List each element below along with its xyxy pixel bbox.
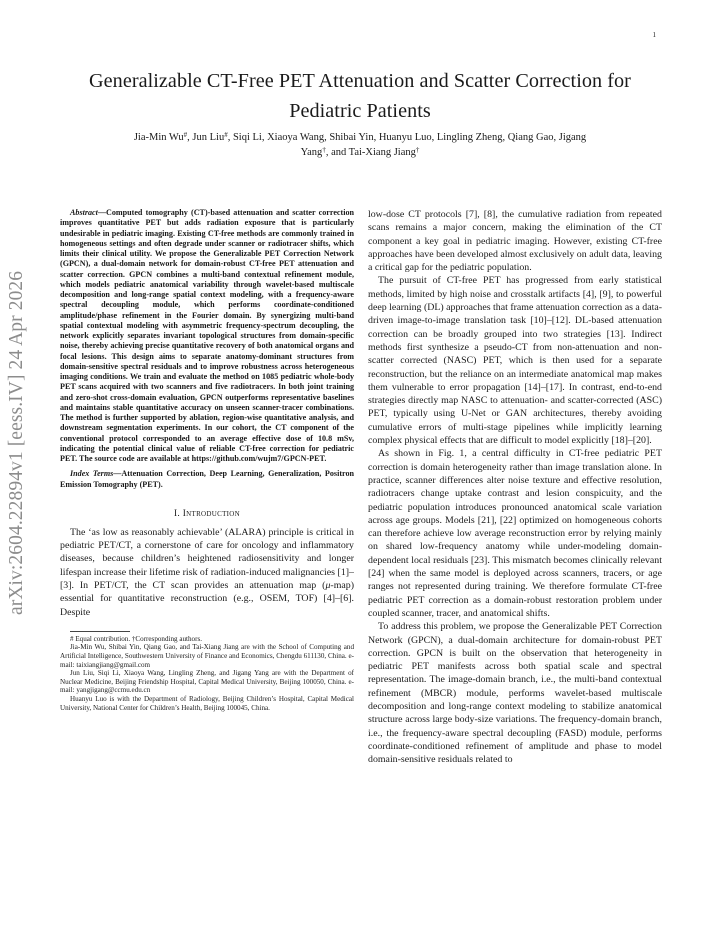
intro-text-a: The ‘as low as reasonably achievable’ (ALARA) principle is critical in pediatric PET/CT, a cornerstone of care for oncology and inflammatory diseases, because children’s heightened radiosensitivity and longer lifespan increase their lifetime risk of radiation-induced malignancies [1]–[3]. In PET/CT, the CT scan provides an attenuation map ( — [60, 526, 354, 591]
abstract-lead: Abstract — [70, 208, 98, 217]
intro-text-b: -map) essential for quantitative reconstruction (e.g., OSEM, TOF) [4]–[6]. Despite — [60, 579, 354, 618]
author-text-1: Jia-Min Wu — [133, 132, 184, 143]
equal-contribution-mark: # — [224, 131, 228, 139]
index-terms-text: —Attenuation Correction, Deep Learning, Generalization, Positron Emission Tomography (PET). — [60, 469, 355, 489]
corresponding-mark: † — [415, 146, 420, 154]
body-paragraph: As shown in Fig. 1, a central difficulty in CT-free pediatric PET correction is domain heterogeneity rather than image translation alone. In practice, scanner differences alter noise texture and effective resolution, radiotracers change uptake contrast and lesion conspicuity, and the pediatric population introduces pronounced anatomical scale variation across age groups. Models [21], [22] optimized on homogeneous cohorts can therefore achieve low average reconstruction error by relying mainly on shared low-frequency anatomy while under-modeling domain-dependent local residuals [23]. This mismatch becomes clinically relevant [24] when the same model is deployed across scanners, tracers, or age ranges not represented during training. We therefore formulate CT-free pediatric PET correction as a domain-robust restoration problem under coupled scanner, tracer, and anatomical shifts. — [368, 448, 662, 619]
footnote: # Equal contribution. †Corresponding authors. — [70, 634, 203, 643]
author-text-4: Yang — [300, 147, 323, 158]
left-column — [60, 208, 354, 712]
footnote: Jun Liu, Siqi Li, Xiaoya Wang, Lingling Zheng, and Jigang Yang are with the Department of Nuclear Medicine, Beijing Friendship Hospital, Capital Medical University, Beijing 100050, China. e-mail: yangjigang@ccmu.edu.cn — [60, 669, 354, 695]
right-column — [368, 208, 662, 766]
mu-symbol: μ — [325, 579, 331, 591]
author-list — [60, 130, 660, 160]
body-paragraph: low-dose CT protocols [7], [8], the cumulative radiation from repeated scans remains a major concern, making the elimination of the CT component a key goal in pediatric imaging. However, existing CT-free approaches have been developed almost exclusively on adult data, leaving a critical gap for the pediatric population. — [368, 209, 662, 274]
equal-contribution-mark: # — [183, 131, 188, 139]
section-heading-introduction — [60, 509, 354, 519]
body-paragraph: The pursuit of CT-free PET has progressed from early statistical methods, limited by high noise and crosstalk artifacts [4], [9], to powerful deep learning (DL) approaches that frame attenuation correction as a data-driven image-to-image translation task [10]–[12]. DL-based attenuation correction can be broadly grouped into two strategies [13]. Indirect methods first synthesize a pseudo-CT from non-attenuation and non-scatter corrected (NASC) PET, which is then used for a separate reconstruction, but the reliance on an intermediate anatomical map makes them vulnerable to error propagation [14]–[17]. In contrast, end-to-end strategies directly map NASC to attenuation- and scatter-corrected (ASC) PET, typically using U-Net or GAN architectures, thereby avoiding cumulative errors of multi-stage pipelines while implicitly learning complex physical effects that are difficult to model explicitly [18]–[20]. — [368, 275, 662, 447]
author-text-5: , and Tai-Xiang Jiang — [325, 147, 416, 158]
page-number: 1 — [652, 31, 656, 39]
section-name: Introduction — [182, 508, 240, 519]
footnote-divider — [70, 631, 130, 632]
intro-paragraph — [60, 526, 354, 619]
arxiv-id: arXiv:2604.22894v1 [eess.IV] 24 Apr 2026 — [6, 270, 27, 615]
author-text-3: , Siqi Li, Xiaoya Wang, Shibai Yin, Huanyu Luo, Lingling Zheng, Qiang Gao, Jigang — [227, 132, 587, 143]
footnote: Jia-Min Wu, Shibai Yin, Qiang Gao, and Tai-Xiang Jiang are with the School of Computing and Artificial Intelligence, Southwestern University of Finance and Economics, Chengdu 611130, China. e-mail: taixiangjiang@gmail.com — [60, 643, 354, 669]
body-paragraph: To address this problem, we propose the Generalizable PET Correction Network (GPCN), a dual-domain architecture for domain-robust PET correction. GPCN is built on the observation that heterogeneity in pediatric PET manifests across both spatial scale and spectral representation. The image-domain branch, i.e., the multi-band contextual refinement (MBCR) module, performs wavelet-based multiscale decomposition and long-range context modeling to stabilize anatomical structure across large body-size variations. The frequency-domain branch, i.e., the frequency-aware spectral decoupling (FASD) module, performs coordinate-conditioned refinement of amplitude and phase to model domain-sensitive residuals related to — [368, 621, 662, 766]
paper-title: Generalizable CT-Free PET Attenuation and Scatter Correction for Pediatric Patients — [89, 70, 631, 122]
section-numeral: I. — [174, 508, 183, 519]
abstract-text: —Computed tomography (CT)-based attenuation and scatter correction improves quantitative PET but adds radiation exposure that is particularly undesirable in pediatric imaging. Existing CT-free methods are commonly trained in homogeneous settings and often degrade under scanner or radiotracer shifts, which limits their clinical utility. We propose the Generalizable PET Correction Network (GPCN), a dual-domain network for domain-robust CT-free PET attenuation and scatter correction. GPCN combines a multi-band contextual refinement module, which models pediatric anatomical variability through wavelet-based multiscale decomposition and long-range spatial context modeling, with a frequency-aware spectral decoupling module, which performs coordinate-conditioned amplitude/phase refinement in the Fourier domain. By synergizing multi-band spatial contextual modeling with asymmetric frequency-spectrum decoupling, the network explicitly separates invariant topological structures from domain-specific noise, thereby achieving precise quantitative recovery of both anatomical organs and focal lesions. This design aims to separate anatomy-dominant structures from domain-sensitive spectral residuals and to improve robustness across heterogeneous imaging conditions. We train and evaluate the method on 1085 pediatric whole-body PET scans acquired with two scanners and five radiotracers. In both joint training and zero-shot cross-domain evaluation, GPCN outperforms representative baselines and maintains stable quantitative accuracy on unseen scanner-tracer combinations. The method is further supported by ablation, region-wise quantitative analysis, and downstream segmentation experiments. In our cohort, the CT component of the conventional protocol corresponded to an average effective dose of 10.8 mSv, indicating the potential clinical value of reliable CT-free correction for pediatric PET. The source code are available at https://github.com/wujm7/GPCN-PET. — [60, 208, 354, 463]
corresponding-mark: † — [322, 146, 326, 154]
author-text-2: , Jun Liu — [187, 132, 225, 143]
index-terms — [60, 469, 354, 490]
index-terms-lead: Index Terms — [70, 469, 114, 479]
abstract — [60, 208, 354, 464]
footnote: Huanyu Luo is with the Department of Radiology, Beijing Children’s Hospital, Capital Medical University, National Center for Children’s Health, Beijing 100045, China. — [60, 694, 354, 712]
